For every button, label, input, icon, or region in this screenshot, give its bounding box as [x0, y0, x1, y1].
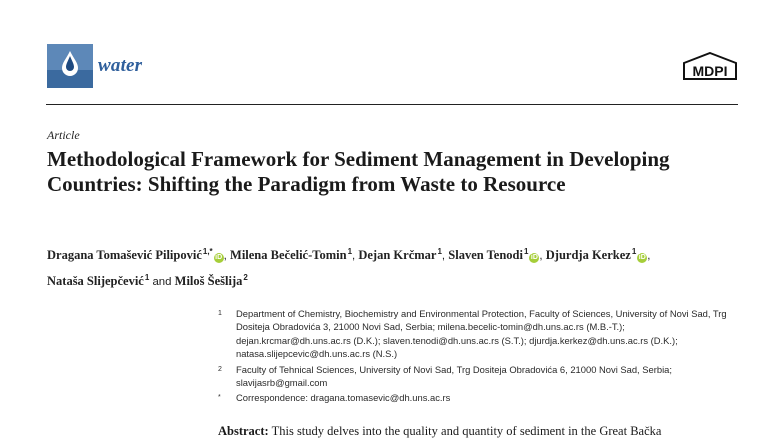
affiliation-text: Department of Chemistry, Biochemistry and Environmental Protection, Faculty of Sciences, University of Novi Sad, Trg Dositeja Obradovića 3, 21000 Novi Sad, Serbia; milena.becelic-tomin@dh.uns.ac.rs (M.B.-T.); dejan.krcmar@dh.uns.ac.rs (D.K.); slaven.tenodi@dh.uns.ac.rs (S.T.); djurdja.kerkez@dh.uns.ac.rs (D.K.); natasa.slijepcevic@dh.uns.ac.rs (N.S.)	[236, 308, 727, 359]
author-affiliation-sup: 2	[243, 273, 248, 282]
author-name: Dejan Krčmar	[358, 248, 437, 262]
author-affiliation-sup: 1	[144, 273, 150, 282]
orcid-icon[interactable]: iD	[215, 254, 223, 261]
affiliation-marker: 1	[218, 310, 222, 317]
author[interactable]	[448, 247, 546, 262]
affiliation-1	[218, 307, 738, 360]
journal-logo	[47, 44, 142, 88]
author[interactable]	[358, 247, 449, 262]
author-list	[47, 241, 737, 293]
author-name: Milena Bečelić-Tomin	[230, 248, 347, 262]
author-name: Dragana Tomašević Pilipović	[47, 248, 202, 262]
author-separator: ,	[647, 250, 651, 262]
header-divider	[46, 104, 738, 105]
author-name: Miloš Šešlija	[174, 274, 243, 288]
author-separator: ,	[223, 250, 231, 262]
author-name: Djurdja Kerkez	[545, 248, 631, 262]
journal-name: water	[98, 55, 143, 76]
author-affiliation-sup: 1	[437, 247, 442, 256]
correspondence-marker: *	[218, 394, 221, 401]
author-affiliation-sup: 1	[347, 247, 353, 256]
author-name: Nataša Slijepčević	[47, 274, 144, 288]
orcid-icon[interactable]: iD	[530, 254, 538, 261]
author-name: Slaven Tenodi	[448, 248, 523, 262]
abstract-label: Abstract:	[218, 424, 269, 438]
correspondence-text: Correspondence: dragana.tomasevic@dh.uns.ac.rs	[236, 392, 451, 403]
orcid-icon[interactable]: iD	[638, 254, 646, 261]
affiliation-text: Faculty of Tehnical Sciences, University of Novi Sad, Trg Dositeja Obradovića 6, 21000 Novi Sad, Serbia; slavijasrb@gmail.com	[236, 364, 672, 389]
author-affiliation-sup: 1	[523, 247, 529, 256]
water-drop-icon	[47, 44, 93, 88]
author[interactable]	[174, 273, 248, 288]
author[interactable]	[47, 273, 175, 288]
abstract-text: This study delves into the quality and quantity of sediment in the Great Bačka	[271, 424, 662, 438]
affiliation-2	[218, 363, 738, 390]
author[interactable]	[230, 247, 359, 262]
author[interactable]	[545, 247, 651, 262]
author-affiliation-sup: 1,*	[202, 247, 213, 256]
mdpi-logo	[681, 52, 739, 87]
abstract	[218, 424, 738, 439]
author-separator: ,	[539, 250, 546, 262]
author-separator: ,	[441, 250, 449, 262]
paper-title: Methodological Framework for Sediment Management in Developing Countries: Shifting the Paradigm from Waste to Resource	[47, 147, 670, 196]
article-type: Article	[47, 128, 80, 142]
author-separator: ,	[352, 250, 359, 262]
author-affiliation-sup: 1	[631, 247, 637, 256]
publisher-name: MDPI	[692, 63, 728, 79]
correspondence	[218, 391, 738, 404]
affiliation-marker: 2	[218, 366, 222, 373]
author[interactable]	[47, 247, 231, 262]
author-separator: and	[149, 276, 175, 288]
